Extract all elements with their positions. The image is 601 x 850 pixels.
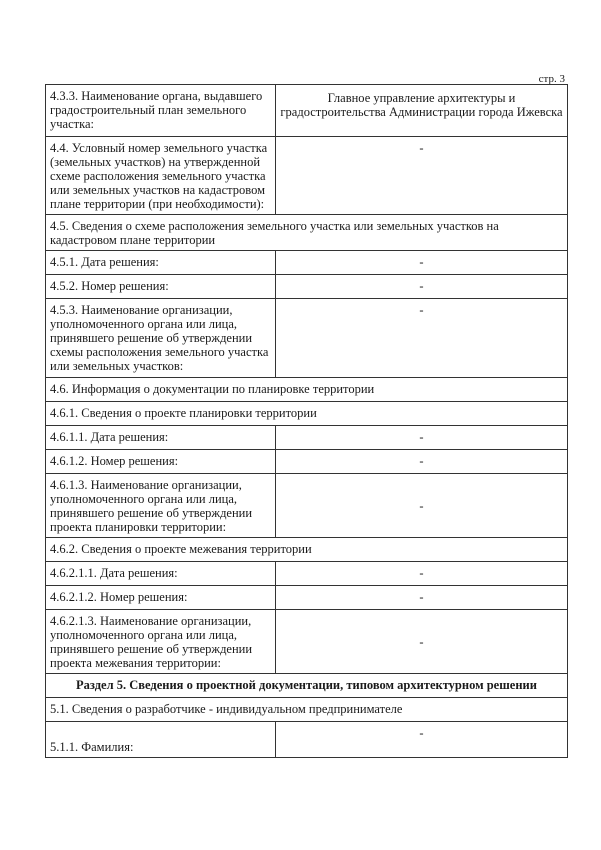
row-4-5	[46, 215, 568, 251]
row-value: -	[276, 474, 568, 538]
row-value: -	[276, 137, 568, 215]
row-value: -	[276, 275, 568, 299]
row-label: 4.5.2. Номер решения:	[46, 275, 276, 299]
row-value: -	[276, 426, 568, 450]
row-label: 4.6.1.3. Наименование организации, уполномоченного органа или лица, принявшего решение об утверждении проекта планировки территории:	[46, 474, 276, 538]
row-label: 4.6.1.1. Дата решения:	[46, 426, 276, 450]
row-value: -	[276, 610, 568, 674]
row-label: 4.5.3. Наименование организации, уполномоченного органа или лица, принявшего решение об утверждении схемы расположения земельного участка или земельных участков:	[46, 299, 276, 378]
row-4-6-1	[46, 402, 568, 426]
row-header: 4.6. Информация о документации по планировке территории	[46, 378, 568, 402]
row-label: 5.1.1. Фамилия:	[46, 722, 276, 758]
row-4-6-1-2	[46, 450, 568, 474]
section-title: Раздел 5. Сведения о проектной документации, типовом архитектурном решении	[46, 674, 568, 698]
row-4-5-3	[46, 299, 568, 378]
row-label: 4.6.1.2. Номер решения:	[46, 450, 276, 474]
row-label: 4.6.2.1.3. Наименование организации, уполномоченного органа или лица, принявшего решение об утверждении проекта межевания территории:	[46, 610, 276, 674]
row-header: 5.1. Сведения о разработчике - индивидуальном предпринимателе	[46, 698, 568, 722]
row-5-1-1	[46, 722, 568, 758]
row-4-3-3	[46, 85, 568, 137]
row-value: -	[276, 722, 568, 758]
row-4-5-2	[46, 275, 568, 299]
row-value: -	[276, 562, 568, 586]
row-4-5-1	[46, 251, 568, 275]
row-label: 4.5.1. Дата решения:	[46, 251, 276, 275]
row-label: 4.4. Условный номер земельного участка (земельных участков) на утвержденной схеме расположения земельного участка или земельных участков на кадастровом плане территории (при необходимости):	[46, 137, 276, 215]
row-4-6-2-1-1	[46, 562, 568, 586]
row-label: 4.3.3. Наименование органа, выдавшего градостроительный план земельного участка:	[46, 85, 276, 137]
row-4-4	[46, 137, 568, 215]
row-value: -	[276, 251, 568, 275]
row-header: 4.6.1. Сведения о проекте планировки территории	[46, 402, 568, 426]
row-4-6-2-1-3	[46, 610, 568, 674]
row-4-6-1-1	[46, 426, 568, 450]
row-header: 4.6.2. Сведения о проекте межевания территории	[46, 538, 568, 562]
row-4-6-2-1-2	[46, 586, 568, 610]
row-value: -	[276, 586, 568, 610]
section-5-heading	[46, 674, 568, 698]
row-header: 4.5. Сведения о схеме расположения земельного участка или земельных участков на кадастровом плане территории	[46, 215, 568, 251]
row-value: Главное управление архитектуры и градостроительства Администрации города Ижевска	[276, 85, 568, 137]
row-4-6	[46, 378, 568, 402]
row-value: -	[276, 299, 568, 378]
row-4-6-2	[46, 538, 568, 562]
page-number: стр. 3	[538, 73, 565, 85]
row-label: 4.6.2.1.2. Номер решения:	[46, 586, 276, 610]
row-4-6-1-3	[46, 474, 568, 538]
form-table	[45, 84, 568, 758]
row-label: 4.6.2.1.1. Дата решения:	[46, 562, 276, 586]
row-value: -	[276, 450, 568, 474]
row-5-1	[46, 698, 568, 722]
